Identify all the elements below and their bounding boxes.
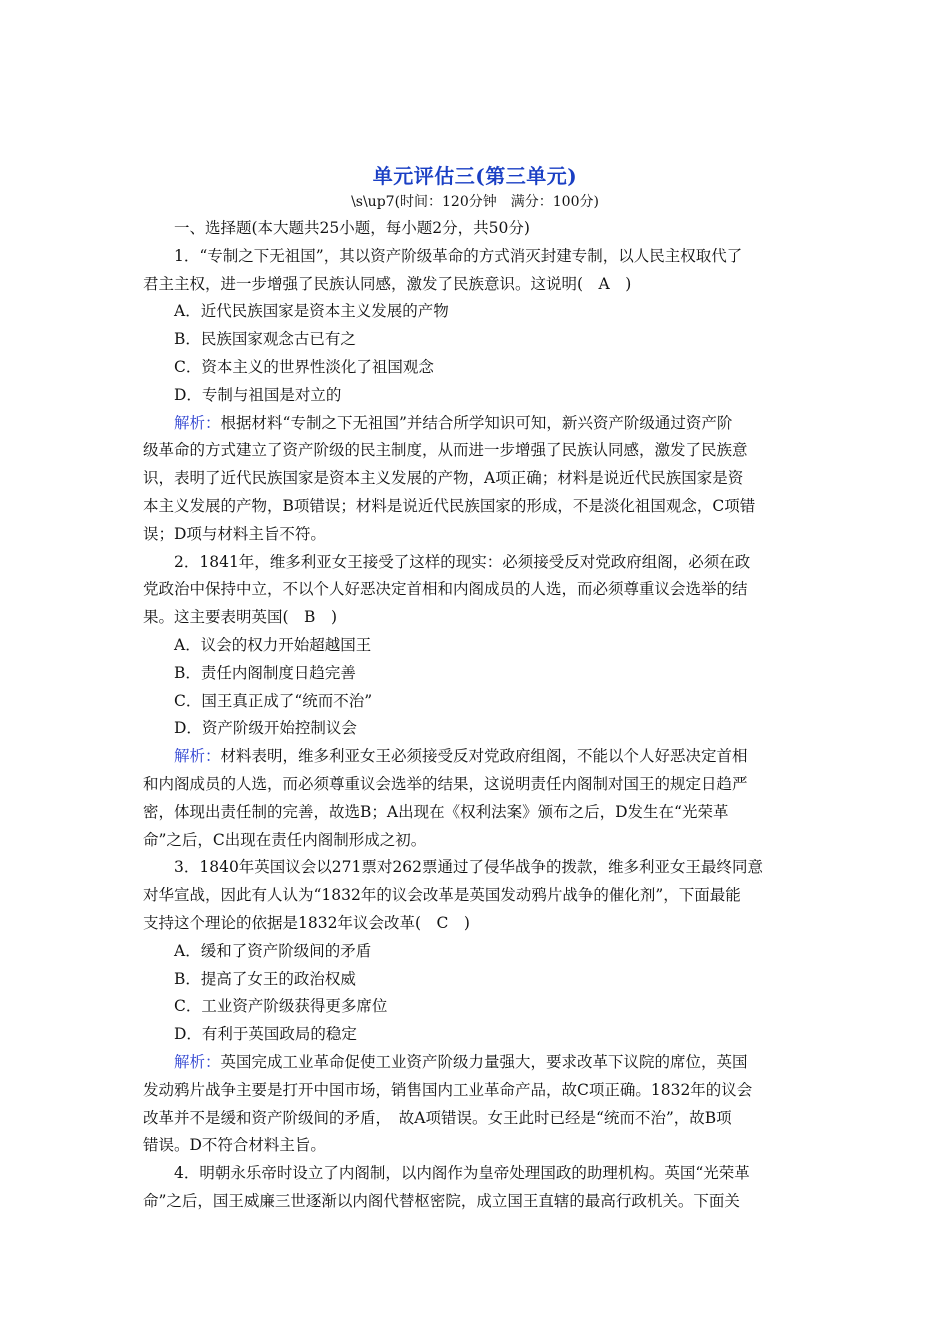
option-c: C．工业资产阶级获得更多席位 [174,997,388,1016]
analysis-label: 解析： [174,747,221,766]
analysis-line: 解析：根据材料“专制之下无祖国”并结合所学知识可知，新兴资产阶级通过资产阶 [174,413,733,432]
analysis-line: 误；D项与材料主旨不符。 [143,524,326,543]
question-stem-line: 支持这个理论的依据是1832年议会改革( C ) [143,913,470,932]
option-d: D．专制与祖国是对立的 [174,385,342,404]
question-stem-line: 4．明朝永乐帝时设立了内阁制，以内阁作为皇帝处理国政的助理机构。英国“光荣革 [174,1164,750,1183]
analysis-line: 发动鸦片战争主要是打开中国市场，销售国内工业革命产品，故C项正确。1832年的议会 [143,1080,753,1099]
option-b: B．提高了女王的政治权威 [174,969,356,988]
analysis-line: 和内阁成员的人选，而必须尊重议会选举的结果，这说明责任内阁制对国王的规定日趋严 [143,774,748,793]
question-stem-line: 党政治中保持中立，不以个人好恶决定首相和内阁成员的人选，而必须尊重议会选举的结 [143,580,748,599]
question-stem-line: 2．1841年，维多利亚女王接受了这样的现实：必须接受反对党政府组阁，必须在政 [174,552,751,571]
question-4 [143,1160,809,1216]
option-b: B．民族国家观念古已有之 [174,330,356,349]
analysis-line: 密，体现出责任制的完善，故选B；A出现在《权利法案》颁布之后，D发生在“光荣革 [143,802,729,821]
document-body [143,215,809,1216]
question-2 [143,549,809,855]
question-stem-line: 果。这主要表明英国( B ) [143,608,337,627]
option-b: B．责任内阁制度日趋完善 [174,663,356,682]
question-1 [143,243,809,549]
option-a: A．近代民族国家是资本主义发展的产物 [174,302,449,321]
option-c: C．资本主义的世界性淡化了祖国观念 [174,357,434,376]
analysis-line: 解析：英国完成工业革命促使工业资产阶级力量强大，要求改革下议院的席位，英国 [174,1052,748,1071]
page-subtitle: \s\up7(时间：120分钟 满分：100分) [351,194,599,210]
analysis-label: 解析： [174,1052,221,1071]
analysis-line: 解析：材料表明，维多利亚女王必须接受反对党政府组阁，不能以个人好恶决定首相 [174,747,748,766]
option-c: C．国王真正成了“统而不治” [174,691,373,710]
section-heading: 一、选择题(本大题共25小题，每小题2分，共50分) [174,219,530,237]
question-stem-line: 1．“专制之下无祖国”，其以资产阶级革命的方式消灭封建专制，以人民主权取代了 [174,246,743,265]
question-stem-line: 3．1840年英国议会以271票对262票通过了侵华战争的拨款，维多利亚女王最终同意 [174,858,763,877]
analysis-label: 解析： [174,413,221,432]
analysis-line: 命”之后，C出现在责任内阁制形成之初。 [143,830,427,849]
question-3 [143,854,809,1160]
option-a: A．缓和了资产阶级间的矛盾 [174,941,372,960]
analysis-line: 错误。D不符合材料主旨。 [143,1136,326,1155]
option-d: D．有利于英国政局的稳定 [174,1025,357,1044]
question-stem-line: 君主主权，进一步增强了民族认同感，激发了民族意识。这说明( A ) [143,274,632,293]
analysis-line: 改革并不是缓和资产阶级间的矛盾， 故A项错误。女王此时已经是“统而不治”，故B项 [143,1108,732,1127]
option-a: A．议会的权力开始超越国王 [174,635,372,654]
analysis-line: 识，表明了近代民族国家是资本主义发展的产物，A项正确；材料是说近代民族国家是资 [143,469,744,488]
option-d: D．资产阶级开始控制议会 [174,719,357,738]
analysis-line: 级革命的方式建立了资产阶级的民主制度，从而进一步增强了民族认同感，激发了民族意 [143,441,748,460]
question-stem-line: 命”之后，国王威廉三世逐渐以内阁代替枢密院，成立国王直辖的最高行政机关。下面关 [143,1191,740,1210]
question-stem-line: 对华宣战，因此有人认为“1832年的议会改革是英国发动鸦片战争的催化剂”，下面最能 [143,886,741,905]
page-title: 单元评估三(第三单元) [372,164,578,188]
analysis-line: 本主义发展的产物，B项错误；材料是说近代民族国家的形成，不是淡化祖国观念，C项错 [143,496,756,515]
